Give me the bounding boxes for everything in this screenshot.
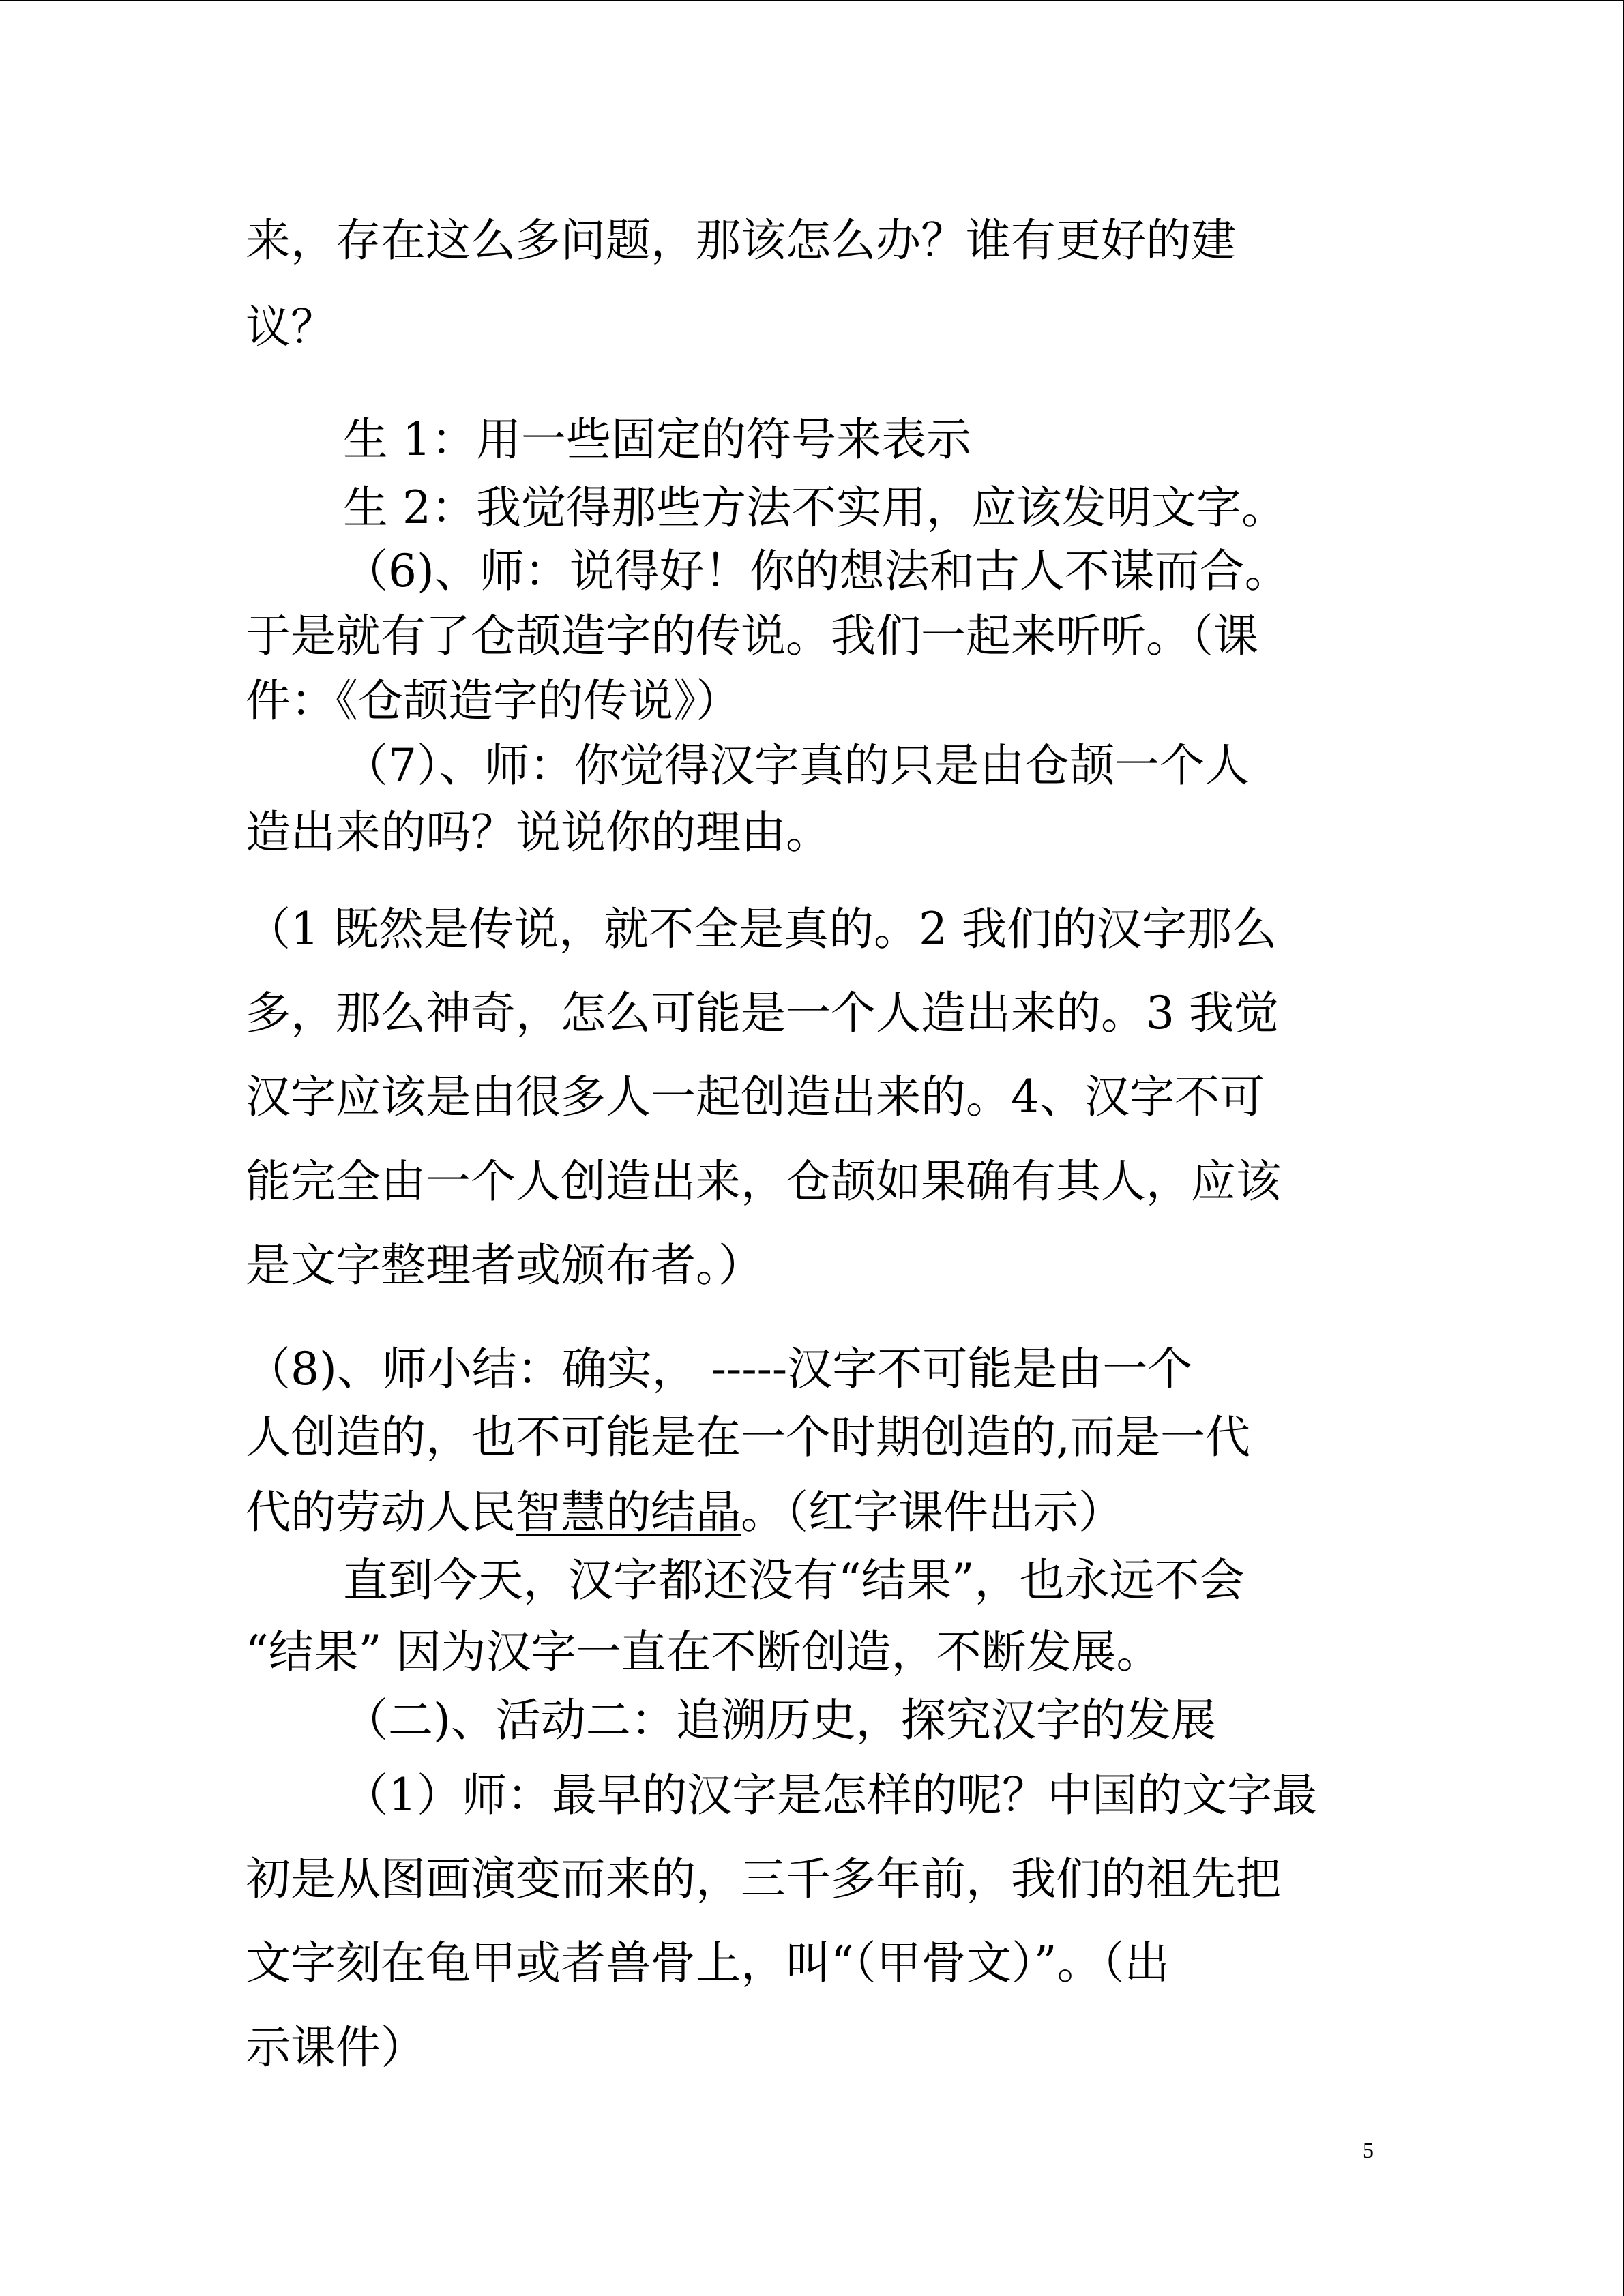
text-line: 人创造的，也不可能是在一个时期创造的,而是一代 xyxy=(246,1411,1250,1463)
text-line: 示课件） xyxy=(246,2021,426,2074)
text-line: 造出来的吗？说说你的理由。 xyxy=(246,806,831,859)
text-line: 是文字整理者或颁布者。） xyxy=(246,1239,763,1292)
text-line: 生 1：用一些固定的符号来表示 xyxy=(343,413,971,466)
text-line: （1）师：最早的汉字是怎样的呢？中国的文字最 xyxy=(343,1769,1317,1821)
text-line: （7）、师：你觉得汉字真的只是由仓颉一个人 xyxy=(343,739,1250,792)
text-line: （8)、师小结：确实， -----汉字不可能是由一个 xyxy=(246,1343,1193,1395)
text-line: 于是就有了仓颉造字的传说。我们一起来听听。（课 xyxy=(246,610,1258,662)
text-line: 来，存在这么多问题，那该怎么办？谁有更好的建 xyxy=(246,214,1236,267)
text-line: 汉字应该是由很多人一起创造出来的。4、汉字不可 xyxy=(246,1071,1265,1123)
text-line: 直到今天，汉字都还没有“结果”，也永远不会 xyxy=(343,1554,1245,1607)
text-line: （6)、师：说得好！你的想法和古人不谋而合。 xyxy=(343,545,1290,597)
text-line: 件：《仓颉造字的传说》） xyxy=(246,674,741,727)
text-line: 初是从图画演变而来的，三千多年前，我们的祖先把 xyxy=(246,1853,1281,1905)
text-line: 文字刻在龟甲或者兽骨上，叫“（甲骨文）”。（出 xyxy=(246,1937,1170,1989)
text-segment: 。（红字课件出示） xyxy=(741,1486,1123,1538)
underlined-phrase: 智慧的结晶 xyxy=(516,1486,741,1538)
text-line: （1 既然是传说，就不全是真的。2 我们的汉字那么 xyxy=(246,903,1277,955)
text-line: 多，那么神奇，怎么可能是一个人造出来的。3 我觉 xyxy=(246,987,1279,1039)
text-segment: 代的劳动人民 xyxy=(246,1486,516,1538)
text-line: 能完全由一个人创造出来，仓颉如果确有其人，应该 xyxy=(246,1155,1281,1208)
text-line: “结果” 因为汉字一直在不断创造，不断发展。 xyxy=(246,1626,1162,1678)
text-line: 议？ xyxy=(246,301,336,353)
text-line: （二)、活动二：追溯历史，探究汉字的发展 xyxy=(343,1694,1216,1746)
text-line: 生 2：我觉得那些方法不实用，应该发明文字。 xyxy=(343,481,1286,534)
text-line xyxy=(246,1486,1123,1538)
page-number: 5 xyxy=(1363,2138,1374,2162)
